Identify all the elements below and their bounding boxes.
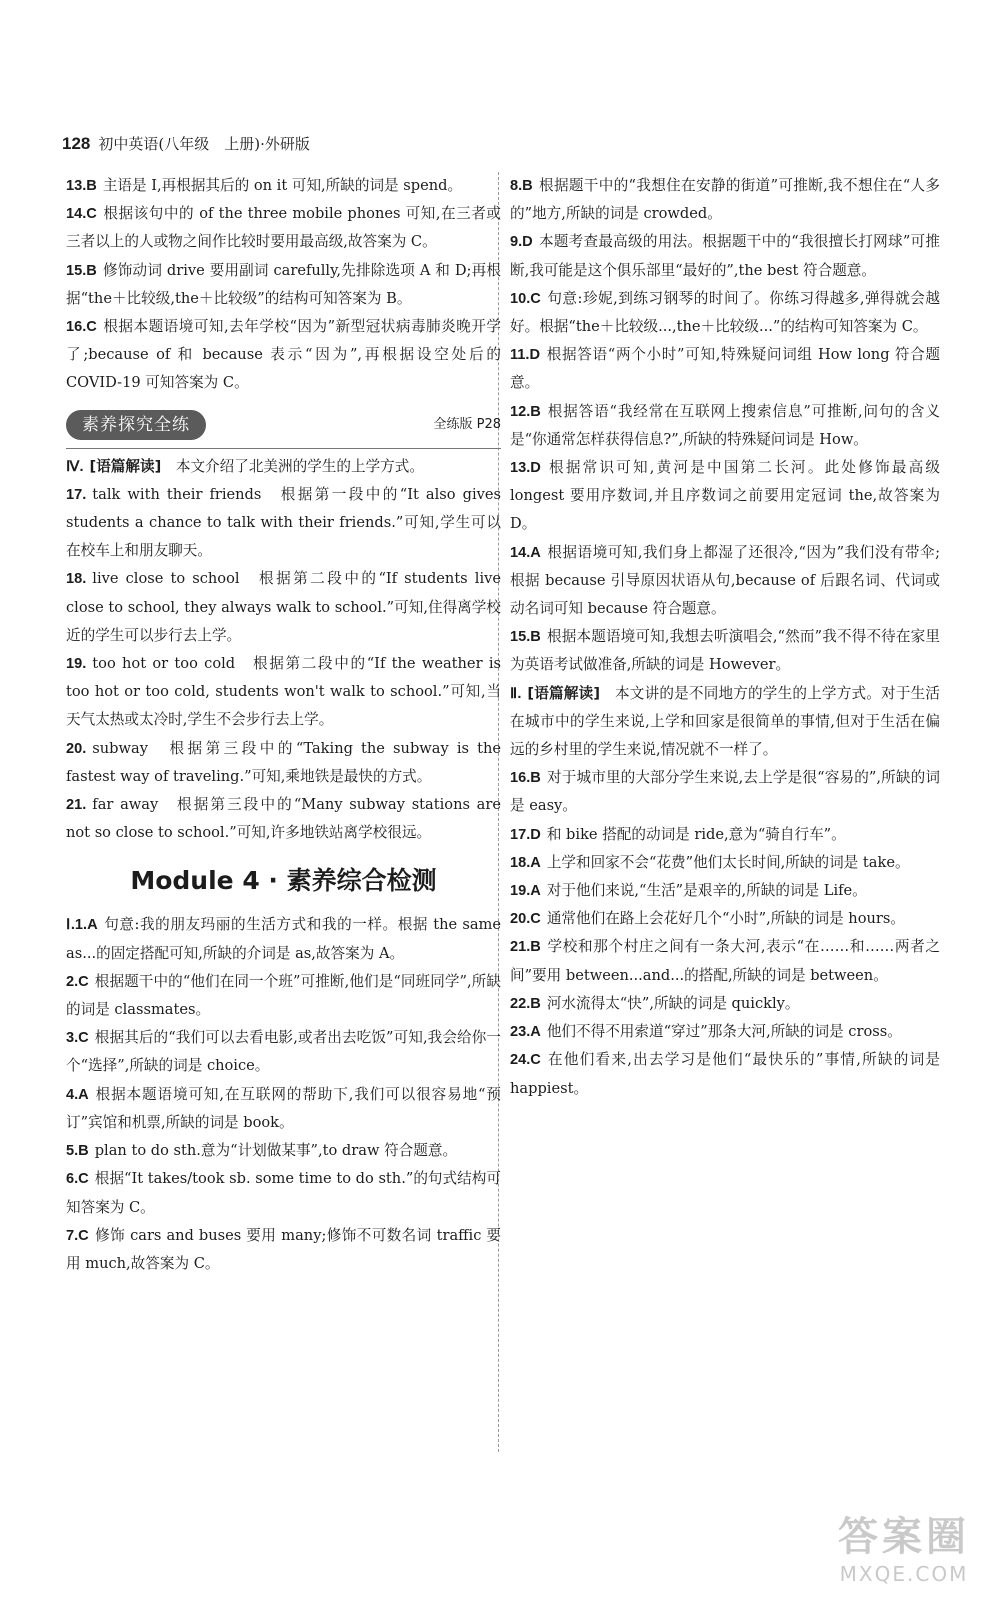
item-label: 19.A	[510, 883, 541, 900]
item-text: 主语是 I,再根据其后的 on it 可知,所缺的词是 spend。	[102, 177, 463, 194]
answer-item	[510, 905, 940, 933]
answer-item	[510, 1046, 940, 1102]
item-text: 修饰 cars and buses 要用 many;修饰不可数名词 traffic 要用 much,故答案为 C。	[66, 1226, 501, 1272]
watermark-logo	[838, 1505, 970, 1586]
item-text: 本文介绍了北美洲的学生的上学方式。	[175, 457, 424, 475]
answer-list	[66, 481, 501, 848]
item-label: 20.	[66, 740, 87, 757]
answer-item	[66, 1222, 501, 1278]
left-column	[66, 172, 501, 1278]
answer-list	[66, 172, 501, 398]
answer-item	[510, 539, 940, 624]
page-header	[62, 133, 310, 154]
answer-item	[66, 1081, 501, 1137]
answer-item	[510, 821, 940, 849]
item-text: 根据答语“两个小时”可知,特殊疑问词组 How long 符合题意。	[510, 346, 940, 392]
answer-list	[510, 172, 940, 680]
book-title: 初中英语(八年级 上册)·外研版	[98, 135, 310, 153]
item-text: 根据常识可知,黄河是中国第二长河。此处修饰最高级 longest 要用序数词,并且序数词之前要用定冠词 the,故答案为 D。	[510, 459, 940, 533]
item-label: 18.	[66, 571, 87, 588]
answer-item	[510, 398, 940, 454]
answer-item	[510, 877, 940, 905]
item-label: 19.	[66, 656, 87, 673]
answer-item	[66, 565, 501, 650]
answer-item	[510, 990, 940, 1018]
item-label: 14.A	[510, 544, 541, 561]
answer-list	[66, 911, 501, 1278]
item-label: Ⅱ.	[510, 685, 522, 702]
passage-tag: [语篇解读]	[89, 457, 162, 475]
item-label: 5.B	[66, 1143, 89, 1160]
item-text: live close to school 根据第二段中的“If students live close to school, they always walk to school.”可知,住得离学校近的学生可以步行去上学。	[66, 570, 501, 644]
item-label: 17.D	[510, 826, 541, 843]
item-label: 15.B	[510, 629, 541, 646]
item-label: 21.	[66, 797, 87, 814]
item-text: 根据本题语境可知,去年学校“因为”新型冠状病毒肺炎晚开学了;because of 和 because 表示“因为”,再根据设空处后的 COVID-19 可知答案为 C。	[66, 318, 501, 392]
item-label: Ⅳ.	[66, 458, 84, 475]
item-label: 3.C	[66, 1030, 89, 1047]
item-text: 对于他们来说,“生活”是艰辛的,所缺的词是 Life。	[546, 882, 867, 900]
item-label: 2.C	[66, 973, 89, 990]
item-label: 4.A	[66, 1086, 89, 1103]
item-text: 根据本题语境可知,在互联网的帮助下,我们可以很容易地“预订”宾馆和机票,所缺的词是 book。	[66, 1085, 501, 1131]
item-label: 13.D	[510, 460, 541, 477]
answer-item	[66, 650, 501, 735]
item-label: 23.A	[510, 1024, 541, 1041]
item-label: 22.B	[510, 995, 541, 1012]
item-label: 16.B	[510, 770, 541, 787]
item-text: 对于城市里的大部分学生来说,去上学是很“容易的”,所缺的词是 easy。	[510, 769, 940, 815]
item-text: 根据题干中的“我想住在安静的街道”可推断,我不想住在“人多的”地方,所缺的词是 crowded。	[510, 177, 940, 223]
answer-item	[510, 285, 940, 341]
answer-item	[510, 849, 940, 877]
item-text: 根据该句中的 of the three mobile phones 可知,在三者或三者以上的人或物之间作比较时要用最高级,故答案为 C。	[66, 205, 501, 251]
item-label: 14.C	[66, 206, 97, 223]
answer-item	[510, 228, 940, 284]
answer-item	[510, 341, 940, 397]
item-label: 16.C	[66, 319, 97, 336]
item-text: 根据语境可知,我们身上都湿了还很冷,“因为”我们没有带伞;根据 because 引导原因状语从句,because of 后跟名词、代词或动名词可知 because 符合题意。	[510, 543, 940, 618]
passage-intro	[66, 453, 501, 481]
answer-item	[510, 1018, 940, 1046]
item-text: 通常他们在路上会花好几个“小时”,所缺的词是 hours。	[546, 910, 905, 928]
passage-intro	[510, 680, 940, 765]
item-text: 根据其后的“我们可以去看电影,或者出去吃饭”可知,我会给你一个“选择”,所缺的词是 choice。	[66, 1029, 501, 1075]
item-text: 和 bike 搭配的动词是 ride,意为“骑自行车”。	[546, 825, 846, 843]
answer-item	[66, 1165, 501, 1221]
item-label: 9.D	[510, 234, 533, 251]
section-badge: 素养探究全练	[66, 410, 206, 440]
answer-item	[510, 623, 940, 679]
item-text: 根据答语“我经常在互联网上搜索信息”可推断,问句的含义是“你通常怎样获得信息?”,所缺的特殊疑问词是 How。	[510, 402, 940, 448]
section-rule	[66, 448, 501, 449]
item-label: 18.A	[510, 854, 541, 871]
answer-item	[510, 764, 940, 820]
item-text: far away 根据第三段中的“Many subway stations are not so close to school.”可知,许多地铁站离学校很远。	[66, 796, 501, 842]
item-text: 本题考查最高级的用法。根据题干中的“我很擅长打网球”可推断,我可能是这个俱乐部里“最好的”,the best 符合题意。	[510, 233, 940, 279]
answer-item	[66, 911, 501, 967]
item-label: 17.	[66, 486, 87, 503]
item-text: 根据题干中的“他们在同一个班”可推断,他们是“同班同学”,所缺的词是 classmates。	[66, 972, 501, 1019]
item-text: 句意:珍妮,到练习钢琴的时间了。你练习得越多,弹得就会越好。根据“the＋比较级...,the＋比较级...”的结构可知答案为 C。	[510, 289, 940, 336]
item-text: 上学和回家不会“花费”他们太长时间,所缺的词是 take。	[546, 853, 910, 871]
passage-tag: [语篇解读]	[527, 684, 601, 702]
item-label: 24.C	[510, 1052, 541, 1069]
section-reference: 全练版 P28	[433, 416, 501, 432]
item-label: 12.B	[510, 403, 541, 420]
item-label: Ⅰ.1.A	[66, 917, 98, 934]
item-label: 15.B	[66, 262, 97, 279]
page-number: 128	[62, 134, 91, 153]
answer-list	[510, 764, 940, 1102]
answer-item	[66, 257, 501, 313]
item-text: 河水流得太“快”,所缺的词是 quickly。	[546, 994, 800, 1012]
item-label: 13.B	[66, 178, 97, 194]
item-text: too hot or too cold 根据第二段中的“If the weather is too hot or too cold, students won't walk to school.”可知,当天气太热或太冷时,学生不会步行去上学。	[66, 655, 501, 729]
answer-item	[66, 313, 501, 398]
item-label: 7.C	[66, 1227, 89, 1244]
item-text: talk with their friends 根据第一段中的“It also gives students a chance to talk with their friends.”可知,学生可以在校车上和朋友聊天。	[66, 485, 501, 560]
item-text: 学校和那个村庄之间有一条大河,表示“在……和……两者之间”要用 between...and...的搭配,所缺的词是 between。	[510, 938, 940, 984]
item-label: 21.B	[510, 939, 541, 956]
section-header	[66, 408, 501, 442]
answer-item	[510, 172, 940, 228]
item-text: 根据本题语境可知,我想去听演唱会,“然而”我不得不待在家里为英语考试做准备,所缺的词是 However。	[510, 628, 940, 674]
answer-item	[66, 968, 501, 1024]
watermark-text: 答案圈	[838, 1514, 970, 1560]
item-label: 6.C	[66, 1171, 89, 1188]
answer-item	[66, 481, 501, 566]
answer-item	[66, 200, 501, 256]
item-text: 句意:我的朋友玛丽的生活方式和我的一样。根据 the same as...的固定搭配可知,所缺的介词是 as,故答案为 A。	[66, 916, 501, 962]
answer-item	[66, 1024, 501, 1080]
item-label: 10.C	[510, 290, 541, 307]
item-label: 11.D	[510, 347, 541, 364]
item-text: 他们不得不用索道“穿过”那条大河,所缺的词是 cross。	[546, 1023, 902, 1041]
item-text: 修饰动词 drive 要用副词 carefully,先排除选项 A 和 D;再根据“the＋比较级,the＋比较级”的结构可知答案为 B。	[66, 261, 501, 307]
answer-item	[66, 1137, 501, 1165]
answer-item	[66, 791, 501, 847]
item-text: 根据“It takes/took sb. some time to do sth.”的句式结构可知答案为 C。	[66, 1170, 501, 1216]
item-text: subway 根据第三段中的“Taking the subway is the fastest way of traveling.”可知,乘地铁是最快的方式。	[66, 739, 501, 785]
right-column	[510, 172, 940, 1103]
answer-item	[510, 933, 940, 989]
item-label: 20.C	[510, 911, 541, 928]
item-text: plan to do sth.意为“计划做某事”,to draw 符合题意。	[94, 1142, 458, 1160]
item-text: 在他们看来,出去学习是他们“最快乐的”事情,所缺的词是 happiest。	[510, 1051, 940, 1097]
item-text: 本文讲的是不同地方的学生的上学方式。对于生活在城市中的学生来说,上学和回家是很简单的事情,但对于生活在偏远的乡村里的学生来说,情况就不一样了。	[510, 684, 940, 759]
answer-item	[510, 454, 940, 539]
answer-item	[66, 735, 501, 791]
module-title: Module 4 · 素养综合检测	[130, 866, 437, 896]
watermark-url: MXQE.COM	[839, 1562, 969, 1586]
answer-item	[66, 172, 501, 200]
item-label: 8.B	[510, 178, 533, 194]
